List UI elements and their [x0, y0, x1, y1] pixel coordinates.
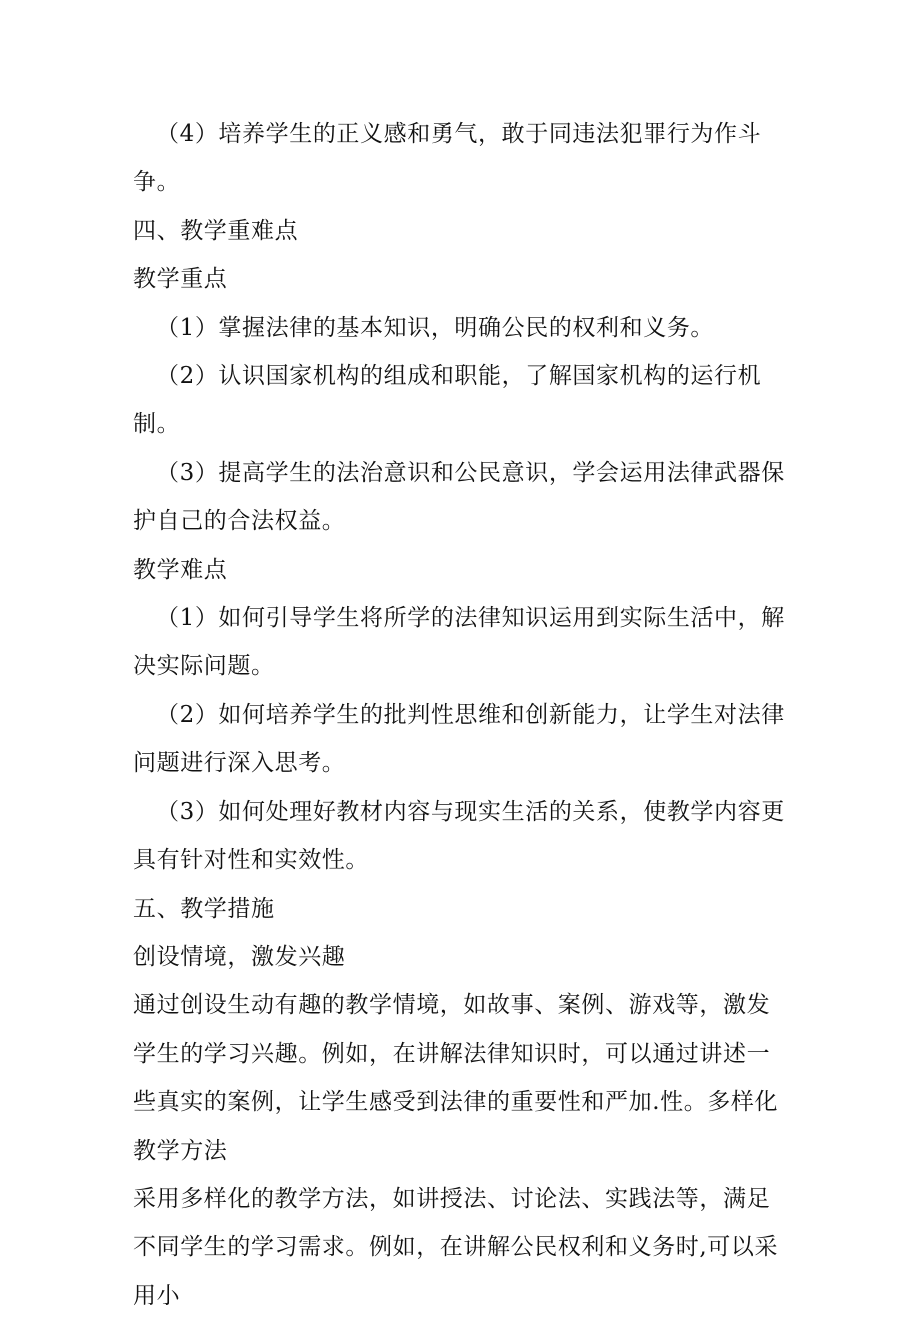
subheading-difficult-points: 教学难点 — [133, 556, 228, 583]
list-item-difficult-point-3: （3）如何处理好教材内容与现实生活的关系，使教学内容更具有针对性和实效性。 — [133, 798, 785, 874]
list-item-difficult-point-2: （2）如何培养学生的批判性思维和创新能力，让学生对法律问题进行深入思考。 — [133, 701, 785, 777]
document-body — [133, 110, 793, 1320]
list-item-goal-4: （4）培养学生的正义感和勇气，敢于同违法犯罪行为作斗争。 — [133, 121, 762, 196]
list-item-difficult-point-1: （1）如何引导学生将所学的法律知识运用到实际生活中，解决实际问题。 — [133, 605, 785, 680]
body-paragraph-methods: 采用多样化的教学方法，如讲授法、讨论法、实践法等，满足不同学生的学习需求。例如，在讲解公民权利和义务时,可以采用小 — [133, 1185, 779, 1309]
subheading-create-situations: 创设情境，激发兴趣 — [133, 943, 346, 970]
list-item-key-point-2: （2）认识国家机构的组成和职能，了解国家机构的运行机制。 — [133, 363, 762, 438]
list-item-key-point-1: （1）掌握法律的基本知识，明确公民的权利和义务。 — [156, 314, 715, 341]
list-item-key-point-3: （3）提高学生的法治意识和公民意识，学会运用法律武器保护自己的合法权益。 — [133, 459, 785, 535]
body-paragraph-situations: 通过创设生动有趣的教学情境，如故事、案例、游戏等，激发学生的学习兴趣。例如，在讲解法律知识时，可以通过讲述一些真实的案例，让学生感受到法律的重要性和严加.性。多样化教学方法 — [133, 992, 779, 1164]
subheading-key-points: 教学重点 — [133, 266, 228, 293]
section-heading-teaching-measures: 五、教学措施 — [133, 895, 275, 922]
section-heading-key-difficult-points: 四、教学重难点 — [133, 217, 299, 244]
